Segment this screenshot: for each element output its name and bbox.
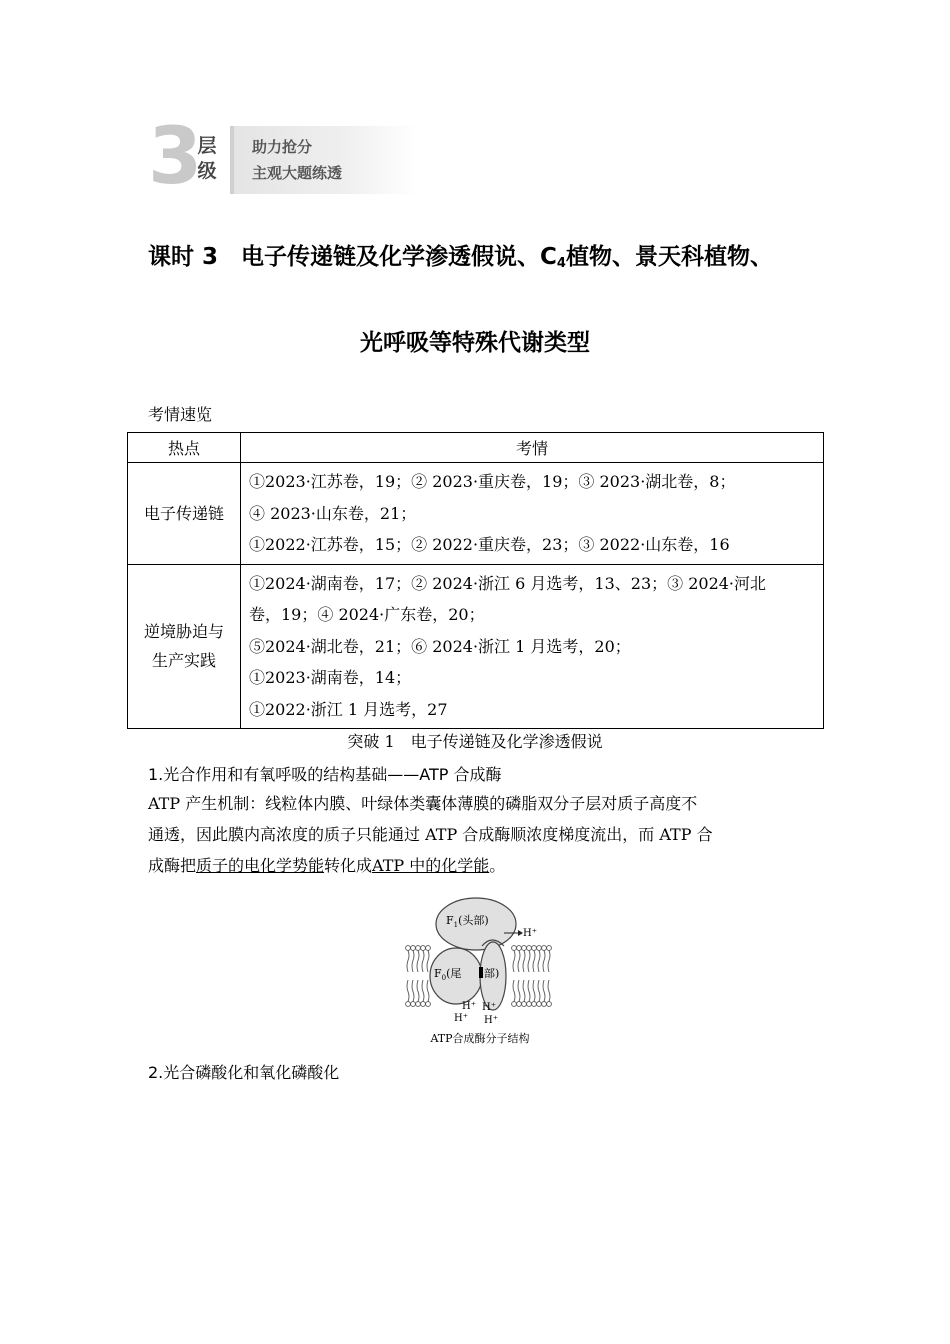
lipid-head xyxy=(512,946,517,951)
lipid-tail xyxy=(422,950,424,972)
header-info: 考情 xyxy=(241,433,824,463)
table-row xyxy=(128,463,824,565)
lipid-head xyxy=(416,946,421,951)
info-line: ⑤2024·湖北卷，21；⑥ 2024·浙江 1 月选考，20； xyxy=(249,636,631,656)
lipid-head xyxy=(517,946,522,951)
paragraph-line: ATP 产生机制：线粒体内膜、叶绿体类囊体薄膜的磷脂双分子层对质子高度不 xyxy=(148,794,698,813)
banner-separator xyxy=(230,126,234,194)
info-line: ①2023·湖南卷，14； xyxy=(249,668,412,687)
lipid-tail xyxy=(518,980,520,1002)
lipid-tail xyxy=(533,980,535,1002)
topic-cell: 电子传递链 xyxy=(128,463,241,565)
lipid-head xyxy=(542,946,547,951)
lipid-head xyxy=(522,946,527,951)
lipid-tail xyxy=(533,950,535,972)
lipid-tail xyxy=(417,950,419,972)
paragraph-line: 通透，因此膜内高浓度的质子只能通过 ATP 合成酶顺浓度梯度流出，而 ATP 合 xyxy=(148,825,713,844)
subheading-2: 2.光合磷酸化和氧化磷酸化 xyxy=(148,1063,340,1082)
info-line: ①2022·浙江 1 月选考，27 xyxy=(249,699,448,719)
lipid-tail xyxy=(412,950,414,972)
table-label: 考情速览 xyxy=(148,405,213,424)
lipid-tail xyxy=(538,950,540,972)
lipid-head xyxy=(406,946,411,951)
svg-text:F0(尾: $F_0$(尾 xyxy=(434,967,462,982)
lipid-head xyxy=(411,1002,416,1007)
info-line: ④ 2023·山东卷，21； xyxy=(249,503,417,523)
lipid-tail xyxy=(412,980,414,1002)
lipid-tail xyxy=(513,980,515,1002)
lipid-head xyxy=(547,946,552,951)
banner-line2: 主观大题练透 xyxy=(252,164,343,182)
table-row xyxy=(128,564,824,729)
lipid-head xyxy=(512,1002,517,1007)
level-banner xyxy=(148,112,418,202)
lipid-head xyxy=(532,1002,537,1007)
info-line: ①2024·湖南卷，17；② 2024·浙江 6 月选考，13、23；③ 2024·河北 xyxy=(249,573,767,593)
lipid-tail xyxy=(513,950,515,972)
level-label: 层级 xyxy=(197,135,217,182)
lipid-head xyxy=(416,1002,421,1007)
lipid-tail xyxy=(538,980,540,1002)
lipid-head xyxy=(421,946,426,951)
exam-table xyxy=(127,432,824,729)
lipid-head xyxy=(542,1002,547,1007)
lipid-tail xyxy=(548,980,550,1002)
topic-cell: 逆境胁迫与生产实践 xyxy=(128,564,241,729)
lipid-tail xyxy=(427,980,429,1002)
svg-text:H⁺: H⁺ xyxy=(482,1002,496,1013)
atp-synthase-diagram xyxy=(400,896,560,1052)
lipid-head xyxy=(421,1002,426,1007)
underlined-term: 质子的电化学势能 xyxy=(196,856,325,875)
lipid-tail xyxy=(523,980,525,1002)
lipid-head xyxy=(537,1002,542,1007)
svg-text:H⁺: H⁺ xyxy=(454,1013,468,1024)
section-heading: 突破 1 电子传递链及化学渗透假说 xyxy=(347,732,603,751)
lipid-head xyxy=(532,946,537,951)
paragraph-line: 成酶把质子的电化学势能转化成ATP 中的化学能。 xyxy=(148,856,506,875)
underlined-term: ATP 中的化学能 xyxy=(372,856,490,875)
table-header-row xyxy=(128,433,824,463)
lipid-tail xyxy=(543,950,545,972)
lipid-tail xyxy=(548,950,550,972)
header-topic: 热点 xyxy=(128,433,241,463)
svg-text:H⁺: H⁺ xyxy=(523,928,537,939)
info-line: 卷，19；④ 2024·广东卷，20； xyxy=(249,605,485,624)
svg-text:F1(头部): $F_1$(头部) xyxy=(446,914,489,929)
lipid-tail xyxy=(427,950,429,972)
svg-text:H⁺: H⁺ xyxy=(484,1015,498,1026)
lipid-tail xyxy=(407,950,409,972)
lipid-head xyxy=(426,946,431,951)
lesson-title-line2: 光呼吸等特殊代谢类型 xyxy=(360,330,590,356)
lipid-head xyxy=(411,946,416,951)
svg-text:部): 部) xyxy=(484,967,500,980)
lipid-head xyxy=(547,1002,552,1007)
lipid-head xyxy=(426,1002,431,1007)
info-cell xyxy=(241,463,824,565)
level-number: 3 xyxy=(148,112,203,202)
lipid-head xyxy=(537,946,542,951)
lipid-tail xyxy=(543,980,545,1002)
figure-caption: ATP合成酶分子结构 xyxy=(430,1032,530,1045)
lipid-tail xyxy=(407,980,409,1002)
lipid-tail xyxy=(528,950,530,972)
lipid-tail xyxy=(518,950,520,972)
lipid-head xyxy=(406,1002,411,1007)
info-cell xyxy=(241,564,824,729)
lipid-tail xyxy=(528,980,530,1002)
lipid-head xyxy=(527,946,532,951)
lesson-title-line1: 课时 3 电子传递链及化学渗透假说、$C_4$植物、景天科植物、 xyxy=(148,244,773,271)
lipid-tail xyxy=(417,980,419,1002)
lipid-tail xyxy=(422,980,424,1002)
proton-channel xyxy=(479,967,483,978)
subheading-1: 1.光合作用和有氧呼吸的结构基础——ATP 合成酶 xyxy=(148,765,502,784)
svg-text:H⁺: H⁺ xyxy=(462,1001,476,1012)
lipid-head xyxy=(527,1002,532,1007)
lipid-tail xyxy=(523,950,525,972)
info-line: ①2023·江苏卷，19；② 2023·重庆卷，19；③ 2023·湖北卷，8； xyxy=(249,472,736,491)
body-paragraph xyxy=(148,788,810,881)
lipid-head xyxy=(517,1002,522,1007)
banner-line1: 助力抢分 xyxy=(252,138,313,156)
lipid-head xyxy=(522,1002,527,1007)
info-line: ①2022·江苏卷，15；② 2022·重庆卷，23；③ 2022·山东卷，16 xyxy=(249,535,730,554)
